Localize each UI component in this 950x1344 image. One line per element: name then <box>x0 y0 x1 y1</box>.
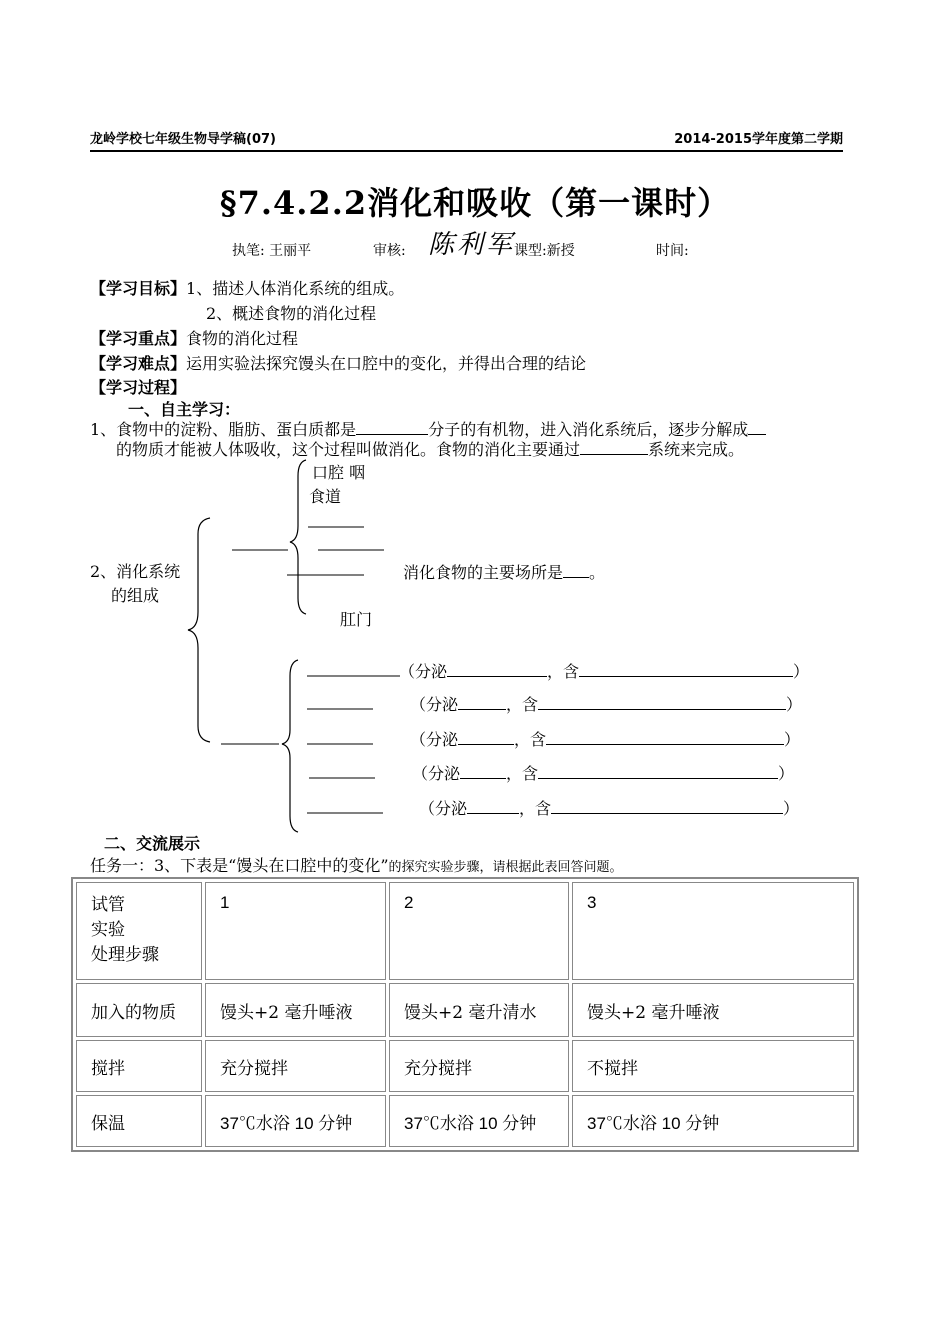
q2-line1: 2、消化系统 <box>90 562 181 581</box>
gland-blank[interactable] <box>551 799 783 814</box>
gland-blank[interactable] <box>546 730 784 745</box>
gland-contain: ，含 <box>506 695 539 714</box>
table-cell: 充分搅拌 <box>205 1040 386 1092</box>
task-row <box>90 853 623 876</box>
page-title: §7.4.2.2消化和吸收（第一课时） <box>219 184 731 222</box>
goals-item1: 1、描述人体消化系统的组成。 <box>186 279 405 298</box>
gland-row-5 <box>419 796 799 819</box>
q1-line2a: 的物质才能被人体吸收，这个过程叫做消化。食物的消化主要通过 <box>116 440 581 459</box>
table-cell: 馒头+2 毫升唾液 <box>205 983 386 1037</box>
table-cell: 充分搅拌 <box>389 1040 569 1092</box>
gland-blank[interactable] <box>579 662 793 677</box>
goals-item2: 2、概述食物的消化过程 <box>206 304 377 323</box>
reviewer-label: 审核: <box>373 243 406 259</box>
table-header-label <box>76 882 202 980</box>
q2-line2: 的组成 <box>111 586 160 605</box>
gland-contain: ，含 <box>547 662 580 681</box>
header-line: 试管 <box>91 895 125 915</box>
gland-close: ） <box>778 764 795 783</box>
task-rest: 的探究实验步骤，请根据此表回答问题。 <box>388 860 623 875</box>
table-cell: 37℃水浴 10 分钟 <box>572 1095 854 1147</box>
table-row <box>76 1095 854 1147</box>
gland-blank[interactable] <box>538 764 778 779</box>
difficulty-label: 【学习难点】 <box>90 354 187 373</box>
gland-secrete: （分泌 <box>399 662 448 681</box>
gland-row-3 <box>410 727 800 750</box>
gland-blank[interactable] <box>538 695 786 710</box>
q1-line2b: 系统来完成。 <box>648 440 745 459</box>
organ-mouth-pharynx: 口腔 咽 <box>312 463 366 482</box>
gland-blank[interactable] <box>447 662 547 677</box>
main-site-text: 消化食物的主要场所是 <box>403 563 564 582</box>
task-label: 任务一：3、下表是“馒头在口腔中的变化” <box>90 856 389 875</box>
header-line: 处理步骤 <box>91 945 159 965</box>
writer: 执笔: 王丽平 <box>232 243 312 259</box>
table-row <box>76 983 854 1037</box>
gland-row-1 <box>399 659 809 682</box>
gland-blank[interactable] <box>460 764 506 779</box>
difficulty-text: 运用实验法探究馒头在口腔中的变化，并得出合理的结论 <box>186 354 587 373</box>
gland-secrete: （分泌 <box>419 799 468 818</box>
q1-part1: 1、食物中的淀粉、脂肪、蛋白质都是 <box>90 420 357 439</box>
tube-2: 2 <box>389 882 569 980</box>
table-cell: 37℃水浴 10 分钟 <box>205 1095 386 1147</box>
tube-1: 1 <box>205 882 386 980</box>
gland-blank[interactable] <box>458 695 506 710</box>
gland-contain: ，含 <box>519 799 552 818</box>
table-row <box>76 1040 854 1092</box>
q1-part2: 分子的有机物，进入消化系统后，逐步分解成 <box>428 420 749 439</box>
gland-close: ） <box>793 662 810 681</box>
main-site-row <box>403 560 605 583</box>
header-line: 实验 <box>91 920 125 940</box>
experiment-table <box>71 877 859 1152</box>
main-site-blank[interactable] <box>563 563 589 578</box>
goals-label: 【学习目标】 <box>90 279 187 298</box>
gland-secrete: （分泌 <box>410 730 459 749</box>
process-label: 【学习过程】 <box>90 378 187 397</box>
section2-title: 二、交流展示 <box>104 834 201 853</box>
organ-esophagus: 食道 <box>309 487 342 506</box>
main-site-period: 。 <box>589 563 606 582</box>
gland-contain: ，含 <box>506 764 539 783</box>
reviewer-signature: 陈利军 <box>428 230 516 260</box>
gland-blank[interactable] <box>458 730 514 745</box>
lesson-type: 课型:新授 <box>514 243 575 259</box>
gland-close: ） <box>786 695 803 714</box>
focus-text: 食物的消化过程 <box>186 329 299 348</box>
gland-close: ） <box>784 730 801 749</box>
gland-contain: ，含 <box>514 730 547 749</box>
gland-secrete: （分泌 <box>412 764 461 783</box>
table-cell: 不搅拌 <box>572 1040 854 1092</box>
header-left: 龙岭学校七年级生物导学稿(07) <box>90 132 276 147</box>
gland-secrete: （分泌 <box>410 695 459 714</box>
table-cell: 37℃水浴 10 分钟 <box>389 1095 569 1147</box>
organ-anus: 肛门 <box>340 610 373 629</box>
gland-row-2 <box>410 692 802 715</box>
row-label: 搅拌 <box>76 1040 202 1092</box>
gland-blank[interactable] <box>467 799 519 814</box>
section1-title: 一、自主学习： <box>128 400 241 419</box>
gland-close: ） <box>783 799 800 818</box>
focus-label: 【学习重点】 <box>90 329 187 348</box>
table-cell: 馒头+2 毫升清水 <box>389 983 569 1037</box>
row-label: 加入的物质 <box>76 983 202 1037</box>
gland-row-4 <box>412 761 794 784</box>
time-label: 时间: <box>656 243 689 259</box>
tube-3: 3 <box>572 882 854 980</box>
header-right: 2014-2015学年度第二学期 <box>674 132 843 147</box>
row-label: 保温 <box>76 1095 202 1147</box>
table-cell: 馒头+2 毫升唾液 <box>572 983 854 1037</box>
